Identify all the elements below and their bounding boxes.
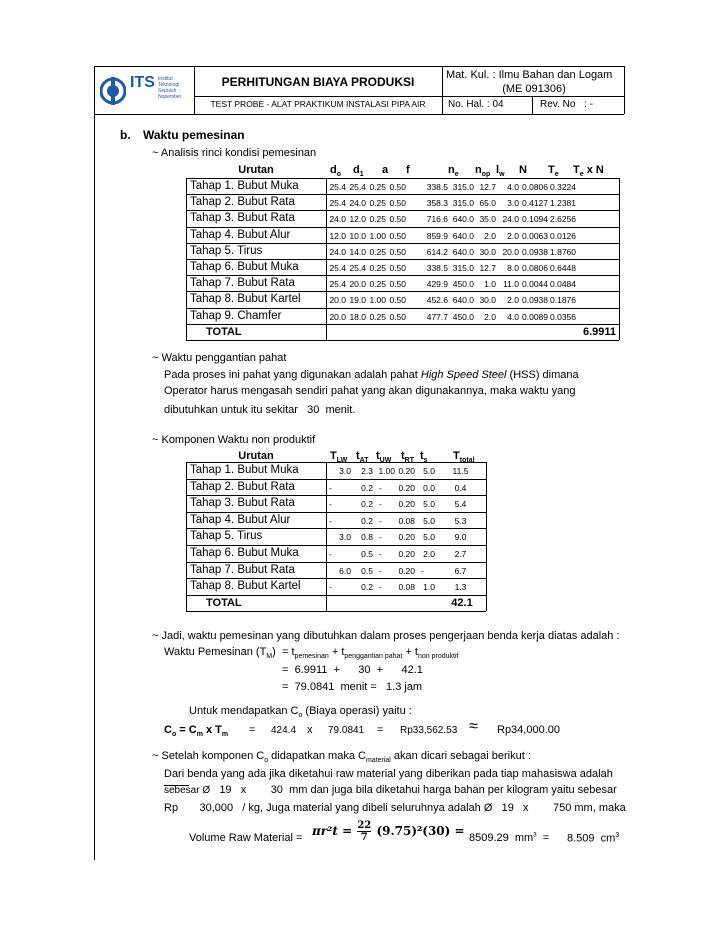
table-cell: 24.0: [502, 214, 519, 225]
table-header: $T_{LW}$: [330, 450, 348, 465]
table-cell: 2.0: [423, 549, 435, 559]
table-cell: 0.5: [361, 549, 373, 559]
table-cell: 1.0: [423, 582, 435, 593]
table-row-label: Tahap 7. Bubut Rata: [190, 563, 295, 576]
table-cell: 315.0: [452, 182, 474, 192]
table-cell: 0.0089: [522, 311, 548, 322]
table-cell: 25.4: [349, 182, 366, 192]
table-cell: 0.50: [389, 279, 406, 290]
table-cell: 5.0: [423, 532, 435, 543]
table-cell: 0.50: [389, 263, 406, 273]
volume-mm: 8509.29 $mm^3$ =: [469, 832, 550, 844]
table-cell: 10.0: [349, 230, 366, 241]
table-cell: 20.0: [502, 246, 519, 257]
table-cell: 0.25: [369, 263, 386, 273]
table-row-label: Tahap 8. Bubut Kartel: [190, 293, 301, 306]
table-cell: 0.08: [398, 515, 415, 526]
table-header: Urutan: [238, 164, 274, 176]
machining-time-eq1: = $t_{pemesinan} + t_{penggantian pahat} + t_{non produktif}$: [282, 646, 459, 661]
table-cell: 25.4: [329, 182, 346, 192]
table-header: $T_e$ x N: [573, 164, 604, 179]
table-rule: [186, 210, 619, 211]
table-header: $t_s$: [420, 450, 428, 465]
table-cell: 859.9: [426, 230, 448, 241]
document-subtitle: TEST PROBE - ALAT PRAKTIKUM INSTALASI PIPA AIR: [210, 99, 426, 109]
table-cell: -: [379, 582, 382, 593]
table-cell: 11.0: [503, 279, 519, 290]
material-line4: Rp 30,000 / kg, Juga material yang dibeli seluruhnya adalah Ø 19 x 750 mm, maka: [164, 802, 626, 814]
table-rule: [186, 227, 619, 228]
table-cell: 2.0: [507, 295, 519, 306]
nonproductive-table: [186, 448, 486, 608]
table-cell: 0.2: [361, 582, 373, 593]
table-header: $t_{UW}$: [376, 450, 392, 465]
table-header: N: [519, 164, 527, 176]
table-rule: [186, 479, 486, 480]
operational-rounded: Rp34,000.00: [497, 724, 560, 736]
operational-v2: 79.0841: [328, 725, 365, 736]
table-cell: 452.6: [426, 295, 448, 306]
page-number: [448, 99, 504, 110]
table-rule: [486, 462, 487, 611]
total-label: TOTAL: [206, 596, 242, 609]
table-cell: 614.2: [426, 246, 448, 257]
table-rule: [186, 259, 619, 260]
table-cell: 5.4: [454, 499, 467, 510]
tool-change-line3: dibutuhkan untuk itu sekitar 30 menit.: [164, 404, 356, 416]
course-code: (ME 091306): [502, 83, 566, 95]
page-number-value: : 04: [486, 99, 504, 110]
table-cell: -: [379, 499, 382, 510]
table-row-label: Tahap 8. Bubut Kartel: [190, 580, 301, 593]
table-cell: 0.25: [369, 214, 386, 225]
table-cell: -: [421, 565, 424, 576]
table-rule: [186, 495, 486, 496]
table-rule: [186, 178, 619, 179]
table-cell: 35.0: [479, 214, 496, 225]
table-cell: 0.4127: [522, 198, 548, 209]
table-header: $d_1$: [353, 164, 364, 179]
table-cell: 2.6256: [550, 214, 576, 225]
material-line2: Dari benda yang ada jika diketahui raw material yang diberikan pada tiap mahasiswa adalah: [164, 768, 613, 780]
table-cell: 65.0: [479, 198, 496, 209]
table-cell: 20.0: [349, 279, 366, 290]
summary-intro: ~ Jadi, waktu pemesinan yang dibutuhkan dalam proses pengerjaan benda kerja diatas adalah :: [152, 630, 620, 642]
analysis-title: ~ Analisis rinci kondisi pemesinan: [152, 147, 317, 159]
table-cell: 315.0: [452, 263, 474, 273]
table-rule: [186, 194, 619, 195]
section-letter: b.: [120, 128, 131, 142]
table-cell: 0.20: [398, 549, 415, 559]
table-cell: 1.2381: [550, 198, 576, 209]
table-cell: 0.1094: [522, 214, 548, 225]
table-header: $t_{AT}$: [356, 450, 369, 465]
table-cell: 5.0: [423, 499, 435, 510]
table-row-label: Tahap 3. Bubut Rata: [190, 497, 295, 510]
table-cell: 0.25: [369, 198, 386, 209]
table-row-label: Tahap 6. Bubut Muka: [190, 547, 299, 559]
table-cell: -: [329, 549, 332, 559]
volume-label: Volume Raw Material =: [189, 832, 303, 844]
table-cell: 12.7: [479, 263, 496, 273]
table-cell: -: [379, 482, 382, 493]
table-cell: 6.0: [339, 565, 351, 576]
table-rule: [186, 340, 619, 341]
table-cell: -: [379, 549, 382, 559]
its-emblem-icon: [100, 75, 126, 107]
its-logo: [100, 74, 188, 108]
document-title: PERHITUNGAN BIAYA PRODUKSI: [221, 75, 415, 89]
table-rule: [186, 611, 486, 612]
table-rule: [619, 178, 620, 340]
table-cell: 0.50: [389, 182, 406, 192]
table-cell: 477.7: [426, 311, 448, 322]
table-cell: 0.25: [369, 182, 386, 192]
table-cell: 0.2: [361, 482, 373, 493]
table-header: $T_e$: [548, 164, 559, 179]
table-rule: [186, 462, 486, 463]
table-cell: -: [329, 482, 332, 493]
table-cell: 0.25: [369, 279, 386, 290]
volume-formula: πr²t = $\frac{22}{7}$ (9.75)²(30) =: [312, 820, 465, 843]
course-label: Mat. Kul. :: [446, 69, 496, 81]
table-cell: 2.0: [484, 311, 496, 322]
table-rule: [186, 528, 486, 529]
table-cell: 0.0356: [550, 311, 576, 322]
table-cell: 1.00: [369, 230, 386, 241]
table-cell: -: [379, 515, 382, 526]
table-cell: 0.0938: [522, 295, 548, 306]
table-cell: 0.50: [389, 311, 406, 322]
operational-eq2: =: [377, 724, 384, 736]
table-header: $n_{op}$: [475, 164, 491, 179]
table-rule: [186, 308, 619, 309]
table-row-label: Tahap 5. Tirus: [190, 530, 263, 543]
operational-intro: Untuk mendapatkan $C_o$ (Biaya operasi) yaitu :: [189, 705, 412, 720]
machining-time-eq3: = 79.0841 menit = 1.3 jam: [282, 681, 423, 693]
operational-formula: $C_o = C_m$ x $T_m$: [164, 724, 229, 739]
revision-value: : -: [584, 99, 594, 110]
table-row-label: Tahap 5. Tirus: [190, 244, 263, 257]
table-cell: 0.8: [361, 532, 373, 543]
table-cell: 8.0: [507, 263, 519, 273]
table-cell: 18.0: [349, 311, 366, 322]
table-cell: 0.20: [398, 482, 415, 493]
table-cell: 0.0063: [522, 230, 548, 241]
table-cell: 0.5: [361, 565, 373, 576]
table-cell: 2.0: [507, 230, 519, 241]
table-cell: 1.00: [369, 295, 386, 306]
logo-subtext: Institut: [158, 76, 173, 82]
table-cell: 0.50: [389, 198, 406, 209]
table-cell: 14.0: [349, 246, 366, 257]
table-row-label: Tahap 7. Bubut Rata: [190, 277, 295, 290]
table-cell: 12.0: [349, 214, 366, 225]
table-row-label: Tahap 4. Bubut Alur: [190, 513, 291, 526]
table-row-label: Tahap 9. Chamfer: [190, 309, 282, 322]
table-cell: 2.0: [484, 230, 496, 241]
table-rule: [186, 578, 486, 579]
table-cell: 19.0: [349, 295, 366, 306]
table-cell: -: [379, 532, 382, 543]
table-cell: 3.0: [339, 532, 351, 543]
table-cell: 0.20: [398, 565, 415, 576]
table-cell: 30.0: [479, 295, 496, 306]
table-header: Urutan: [238, 450, 274, 462]
table-cell: 0.0126: [550, 230, 576, 241]
table-row-label: Tahap 1. Bubut Muka: [190, 464, 299, 476]
table-cell: 0.20: [398, 466, 415, 476]
table-cell: 25.4: [349, 263, 366, 273]
table-cell: 0.0484: [550, 279, 576, 290]
table-cell: 0.1876: [550, 295, 576, 306]
table-cell: 0.08: [398, 582, 415, 593]
table-header: $T_{total}$: [453, 450, 475, 465]
table-cell: 0.25: [369, 311, 386, 322]
logo-text: ITS: [130, 74, 155, 91]
machining-time-label: Waktu Pemesinan $(T_M)$: [164, 646, 276, 661]
table-cell: 24.0: [329, 214, 346, 225]
volume-cm: 8.509 $cm^3$: [567, 832, 620, 845]
operational-approx: ≈: [469, 718, 478, 735]
total-value: 6.9911: [582, 325, 616, 338]
table-cell: -: [329, 515, 332, 526]
table-row-label: Tahap 6. Bubut Muka: [190, 261, 299, 273]
table-cell: 0.50: [389, 230, 406, 241]
table-cell: 315.0: [452, 198, 474, 209]
table-cell: 1.8760: [550, 246, 576, 257]
table-rule: [186, 275, 619, 276]
total-value: 42.1: [451, 596, 473, 609]
table-cell: 20.0: [329, 295, 346, 306]
table-cell: 0.0938: [522, 246, 548, 257]
table-cell: 25.4: [329, 198, 346, 209]
table-cell: 0.2: [361, 499, 373, 510]
table-rule: [186, 243, 619, 244]
revision-label: Rev. No: [540, 99, 576, 110]
table-rule: [186, 545, 486, 546]
table-row-label: Tahap 3. Bubut Rata: [190, 212, 295, 225]
table-cell: 2.7: [454, 549, 467, 559]
page-number-label: No. Hal.: [448, 99, 485, 110]
table-row-label: Tahap 2. Bubut Rata: [190, 196, 295, 209]
table-row-label: Tahap 4. Bubut Alur: [190, 228, 291, 241]
table-cell: 0.3224: [550, 182, 576, 192]
tool-change-title: ~ Waktu penggantian pahat: [152, 352, 287, 364]
table-cell: 1.0: [484, 279, 496, 290]
table-header: $t_{RT}$: [401, 450, 415, 465]
table-cell: 0.50: [389, 295, 406, 306]
table-cell: 5.3: [454, 515, 467, 526]
course-name: Ilmu Bahan dan Logam: [498, 69, 613, 81]
material-line3: sebesar Ø 19 x 30 mm dan juga bila diketahui harga bahan per kilogram yaitu sebesar: [164, 784, 617, 796]
material-line1: ~ Setelah komponen $C_o$ didapatkan maka $C_{material}$ akan dicari sebagai berikut :: [152, 750, 531, 765]
table-rule: [186, 562, 486, 563]
table-cell: 450.0: [452, 311, 474, 322]
table-cell: 640.0: [452, 214, 474, 225]
table-cell: 25.4: [329, 263, 346, 273]
table-header: f: [406, 164, 410, 176]
table-cell: 338.5: [426, 182, 448, 192]
table-cell: 11.5: [452, 466, 469, 476]
tool-change-line1: Pada proses ini pahat yang digunakan adalah pahat High Speed Steel (HSS) dimana: [164, 369, 579, 381]
table-cell: 0.20: [398, 499, 415, 510]
table-cell: 1.00: [378, 466, 395, 476]
machining-table: [186, 162, 619, 337]
table-header: $l_w$: [496, 164, 505, 179]
table-cell: 0.0: [423, 482, 435, 493]
table-rule: [326, 462, 327, 611]
table-cell: 358.3: [426, 198, 448, 209]
table-cell: 2.3: [361, 466, 373, 476]
table-cell: 30.0: [479, 246, 496, 257]
table-cell: 4.0: [507, 311, 519, 322]
tool-change-line2: Operator harus mengasah sendiri pahat yang akan digunakannya, maka waktu yang: [164, 385, 576, 397]
table-rule: [186, 595, 486, 596]
table-cell: 12.7: [479, 182, 496, 192]
table-row-label: Tahap 2. Bubut Rata: [190, 480, 295, 493]
table-cell: 12.0: [329, 230, 346, 241]
revision: [540, 99, 593, 110]
table-cell: 4.0: [507, 182, 519, 192]
nonproductive-title: ~ Komponen Waktu non produktif: [152, 434, 316, 446]
table-rule: [186, 178, 187, 340]
machining-time-eq2: = 6.9911 + 30 + 42.1: [282, 664, 423, 676]
table-rule: [326, 178, 327, 340]
table-cell: 20.0: [329, 311, 346, 322]
table-cell: 0.4: [454, 482, 467, 493]
section-title: Waktu pemesinan: [143, 128, 245, 142]
table-cell: -: [329, 582, 332, 593]
table-rule: [186, 512, 486, 513]
table-cell: 0.6448: [550, 263, 576, 273]
table-cell: 5.0: [423, 466, 435, 476]
table-cell: 6.7: [454, 565, 467, 576]
table-header: a: [382, 164, 389, 176]
table-cell: 640.0: [452, 246, 474, 257]
table-cell: -: [329, 499, 332, 510]
operational-v1: 424.4: [271, 725, 297, 736]
table-cell: 0.50: [389, 246, 406, 257]
table-cell: 0.2: [361, 515, 373, 526]
table-header: $d_o$: [330, 164, 342, 179]
table-cell: 338.5: [426, 263, 448, 273]
table-cell: 0.0044: [522, 279, 548, 290]
table-rule: [186, 462, 187, 611]
table-row-label: Tahap 1. Bubut Muka: [190, 180, 299, 192]
operational-x: x: [307, 724, 313, 736]
table-cell: 0.0806: [522, 263, 548, 273]
table-cell: 0.0806: [522, 182, 548, 192]
total-label: TOTAL: [206, 325, 242, 338]
table-rule: [186, 324, 619, 325]
table-cell: 24.0: [329, 246, 346, 257]
table-cell: 640.0: [452, 230, 474, 241]
table-cell: 0.50: [389, 214, 406, 225]
table-cell: 716.6: [426, 214, 448, 225]
operational-eq: =: [249, 724, 256, 736]
table-cell: 450.0: [452, 279, 474, 290]
table-cell: 640.0: [452, 295, 474, 306]
logo-subtext: Sepuluh Nopember: [158, 88, 182, 100]
table-cell: 0.20: [398, 532, 415, 543]
table-rule: [186, 291, 619, 292]
table-cell: 9.0: [454, 532, 467, 543]
course-info: [446, 69, 622, 81]
table-cell: 5.0: [423, 515, 435, 526]
table-cell: 429.9: [426, 279, 448, 290]
table-cell: 1.3: [454, 582, 467, 593]
table-cell: 3.0: [339, 466, 351, 476]
table-cell: -: [379, 565, 382, 576]
table-cell: 3.0: [507, 198, 519, 209]
table-cell: 0.25: [369, 246, 386, 257]
table-cell: 24.0: [349, 198, 366, 209]
table-header: $n_e$: [448, 164, 459, 179]
logo-subtext: Teknologi: [158, 82, 180, 88]
operational-result: Rp33,562.53: [400, 725, 458, 736]
table-cell: 25.4: [329, 279, 346, 290]
